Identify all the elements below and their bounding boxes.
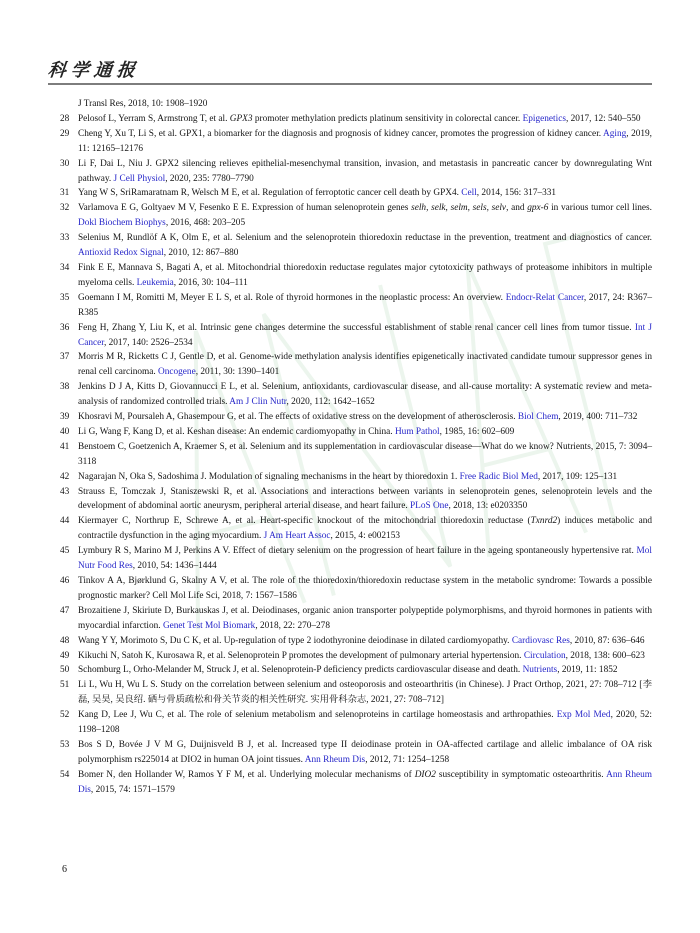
- reference-text: Tinkov A A, Bjørklund G, Skalny A V, et al. The role of the thioredoxin/thioredoxin reductase system in the metabolic syndrome: Towards a possible prognostic marker? Cell Mol Life Sci, 2018, 7: 1567–1586: [78, 576, 652, 601]
- reference-item: [60, 201, 652, 231]
- reference-item: [60, 574, 652, 604]
- journal-link[interactable]: Dokl Biochem Biophys: [78, 218, 166, 229]
- reference-number: 47: [60, 605, 70, 616]
- journal-link[interactable]: Antioxid Redox Signal: [78, 248, 164, 259]
- reference-text: Wang Y Y, Morimoto S, Du C K, et al. Up-regulation of type 2 iodothyronine deiodinase in dilated cardiomyopathy.: [78, 635, 512, 646]
- reference-number: 31: [60, 188, 70, 199]
- reference-text: Goemann I M, Romitti M, Meyer E L S, et al. Role of thyroid hormones in the neoplastic process: An overview.: [78, 292, 506, 303]
- reference-number: 28: [60, 113, 70, 124]
- journal-link[interactable]: Am J Clin Nutr: [229, 397, 287, 408]
- reference-number: 41: [60, 441, 70, 452]
- journal-link[interactable]: Ann Rheum Dis: [78, 769, 652, 795]
- journal-link[interactable]: Hum Pathol: [394, 426, 440, 437]
- reference-number: 48: [60, 635, 70, 646]
- reference-text: , 2015, 74: 1571–1579: [90, 784, 175, 795]
- reference-number: 51: [60, 680, 70, 691]
- reference-text: , 2010, 54: 1436–1444: [132, 561, 217, 572]
- reference-text: Kang D, Lee J, Wu C, et al. The role of selenium metabolism and selenoproteins in cartilage homeostasis and arthropathies.: [78, 710, 557, 721]
- reference-item: [60, 514, 652, 544]
- journal-link[interactable]: Cell: [461, 188, 477, 199]
- reference-text: Li G, Wang F, Kang D, et al. Keshan disease: An endemic cardiomyopathy in China.: [78, 426, 395, 437]
- reference-number: 35: [60, 292, 70, 303]
- reference-text: Varlamova E G, Goltyaev M V, Fesenko E E. Expression of human selenoprotein genes: [78, 203, 412, 214]
- reference-text: , 2017, 12: 540–550: [565, 113, 641, 124]
- reference-list: [60, 112, 652, 798]
- gene-name-italic: gpx-6: [527, 203, 549, 214]
- reference-item: [60, 663, 652, 678]
- reference-item: [60, 649, 652, 664]
- reference-text: , 2010, 12: 867–880: [163, 248, 239, 259]
- journal-link[interactable]: Circulation: [523, 650, 566, 661]
- reference-text: in various tumor cell lines.: [548, 203, 652, 214]
- reference-item: [60, 186, 652, 201]
- reference-item: [60, 604, 652, 634]
- journal-link[interactable]: Endocr-Relat Cancer: [505, 292, 584, 303]
- gene-name-italic: GPX3: [229, 113, 253, 124]
- reference-item: [60, 231, 652, 261]
- reference-item: [60, 634, 652, 649]
- journal-link[interactable]: PLoS One: [409, 501, 449, 512]
- journal-link[interactable]: Leukemia: [136, 277, 174, 288]
- journal-link[interactable]: J Am Heart Assoc: [263, 531, 331, 542]
- reference-number: 32: [60, 203, 70, 214]
- reference-item: [60, 738, 652, 768]
- header-rule: [48, 83, 652, 85]
- reference-text: Bos S D, Bovée J V M G, Duijnisveld B J, et al. Increased type II deiodinase protein in OA-affected cartilage and allelic imbalance of OA risk polymorphism rs225014 at DIO2 in human OA joint tissues.: [78, 739, 652, 765]
- references-section: [60, 97, 652, 798]
- reference-text: promoter methylation predicts platinum sensitivity in colorectal cancer.: [252, 113, 523, 124]
- reference-number: 44: [60, 516, 70, 527]
- reference-number: 38: [60, 382, 70, 393]
- journal-link[interactable]: Free Radic Biol Med: [459, 471, 538, 482]
- journal-link[interactable]: Nutrients: [522, 665, 558, 676]
- reference-number: 46: [60, 576, 70, 586]
- reference-text: , 2019, 11: 1852: [557, 665, 618, 676]
- reference-item: [60, 440, 652, 470]
- reference-text: , 2016, 30: 104–111: [173, 277, 248, 288]
- reference-text: , 2011, 30: 1390–1401: [195, 367, 280, 378]
- reference-text: , 2012, 71: 1254–1258: [365, 754, 450, 765]
- reference-item: [60, 291, 652, 321]
- reference-text: Pelosof L, Yerram S, Armstrong T, et al.: [78, 113, 230, 124]
- reference-number: 52: [60, 710, 70, 721]
- reference-number: 40: [60, 426, 70, 437]
- reference-text: Li F, Dai L, Niu J. GPX2 silencing relieves epithelial-mesenchymal transition, invasion, and metastasis in pancreatic cancer by downregulating Wnt pathway.: [78, 158, 652, 184]
- reference-text: , 2014, 156: 317–331: [476, 188, 557, 199]
- reference-text: , and: [506, 203, 528, 214]
- reference-number: 50: [60, 665, 70, 676]
- reference-item: [60, 768, 652, 798]
- reference-text: Schomburg L, Orho-Melander M, Struck J, et al. Selenoprotein-P deficiency predicts cardiovascular disease and death.: [78, 665, 523, 676]
- reference-text: Cheng Y, Xu T, Li S, et al. GPX1, a biomarker for the diagnosis and prognosis of kidney cancer, promotes the progression of kidney cancer.: [78, 128, 604, 139]
- reference-number: 29: [60, 128, 70, 139]
- reference-item: [60, 350, 652, 380]
- reference-text: Jenkins D J A, Kitts D, Giovannucci E L, et al. Selenium, antioxidants, cardiovascular disease, and all-cause mortality: A systematic review and meta-analysis of randomized controlled trials.: [78, 382, 652, 408]
- reference-text: , 2019, 400: 711–732: [558, 412, 638, 423]
- reference-item: [60, 321, 652, 351]
- reference-item: [60, 678, 652, 708]
- reference-number: 39: [60, 412, 70, 423]
- reference-text: Yang W S, SriRamaratnam R, Welsch M E, et al. Regulation of ferroptotic cancer cell death by GPX4.: [78, 188, 462, 199]
- reference-item: [60, 544, 652, 574]
- journal-link[interactable]: Cardiovasc Res: [511, 635, 570, 646]
- journal-link[interactable]: Mol Nutr Food Res: [78, 546, 652, 572]
- journal-link[interactable]: Exp Mol Med: [556, 710, 611, 721]
- reference-number: 42: [60, 471, 70, 482]
- reference-text: Benstoem C, Goetzenich A, Kraemer S, et al. Selenium and its supplementation in cardiovascular disease—What do we know? Nutrients, 2015, 7: 3094–3118: [78, 441, 652, 467]
- reference-text: Kiermayer C, Northrup E, Schrewe A, et al. Heart-specific knockout of the mitochondrial thioredoxin reductase (: [78, 516, 531, 527]
- reference-text: Brozaitiene J, Skiriute D, Burkauskas J, et al. Deiodinases, organic anion transporter polypeptide polymorphisms, and thyroid hormones in patients with myocardial infarction.: [78, 605, 652, 631]
- gene-name-italic: selh, selk, selm, sels, selv: [411, 203, 507, 214]
- page-number: 6: [62, 864, 67, 875]
- reference-text: susceptibility in symptomatic osteoarthritis.: [435, 769, 607, 780]
- reference-number: 30: [60, 158, 70, 169]
- reference-text: , 2017, 24: R367–R385: [78, 292, 653, 318]
- reference-text: , 1985, 16: 602–609: [439, 426, 515, 437]
- reference-text: Kikuchi N, Satoh K, Kurosawa R, et al. Selenoprotein P promotes the development of pulmonary arterial hypertension.: [78, 650, 524, 661]
- reference-item: [60, 261, 652, 291]
- journal-link[interactable]: Int J Cancer: [78, 322, 652, 348]
- reference-text: , 2020, 235: 7780–7790: [165, 173, 254, 184]
- reference-text: , 2020, 52: 1198–1208: [78, 710, 652, 736]
- reference-text: Strauss E, Tomczak J, Staniszewski R, et al. Associations and interactions between variants in selenoprotein genes, selenoprotein levels and the development of abdominal aortic aneurysm, peripheral arterial disease, and heart failure.: [78, 486, 652, 512]
- reference-number: 54: [60, 769, 70, 780]
- reference-item: [60, 410, 652, 425]
- reference-text: Morris M R, Ricketts C J, Gentle D, et al. Genome-wide methylation analysis identifies epigenetically inactivated candidate tumour suppressor genes in renal cell carcinoma.: [78, 352, 652, 378]
- reference-item: [60, 425, 652, 440]
- reference-item: [60, 470, 652, 485]
- reference-text: , 2018, 13: e0203350: [448, 501, 528, 512]
- reference-number: 36: [60, 322, 70, 333]
- reference-item: [60, 157, 652, 187]
- reference-text: , 2017, 140: 2526–2534: [103, 337, 193, 348]
- reference-text: Li L, Wu H, Wu L S. Study on the correlation between selenium and osteoporosis and osteoarthritis (in Chinese). J Pract Orthop, 2021, 27: 708–712 [李磊, 吴昊, 吴良绍. 硒与骨质疏松和骨关节炎的相关性研究. 实用骨科杂志, 2021, 27: 708–712]: [78, 680, 652, 706]
- reference-text: Khosravi M, Poursaleh A, Ghasempour G, et al. The effects of oxidative stress on the development of atherosclerosis.: [78, 412, 518, 423]
- reference-text: Nagarajan N, Oka S, Sadoshima J. Modulation of signaling mechanisms in the heart by thioredoxin 1.: [78, 471, 460, 482]
- reference-number: 37: [60, 352, 70, 363]
- reference-text: Feng H, Zhang Y, Liu K, et al. Intrinsic gene changes determine the successful establishment of stable renal cancer cell lines from tumor tissue.: [78, 322, 635, 333]
- reference-text: Selenius M, Rundlöf A K, Olm E, et al. Selenium and the selenoprotein thioredoxin reductase in the prevention, treatment and diagnostics of cancer.: [78, 233, 652, 244]
- journal-link[interactable]: Oncogene: [158, 367, 196, 378]
- reference-text: Fink E E, Mannava S, Bagati A, et al. Mitochondrial thioredoxin reductase regulates major cytotoxicity pathways of proteasome inhibitors in multiple myeloma cells.: [78, 262, 652, 288]
- reference-text: Bomer N, den Hollander W, Ramos Y F M, et al. Underlying molecular mechanisms of: [78, 769, 415, 780]
- reference-text: , 2018, 22: 270–278: [255, 620, 330, 631]
- reference-text: , 2020, 112: 1642–1652: [286, 397, 375, 408]
- reference-text: , 2019, 11: 12165–12176: [78, 128, 652, 154]
- reference-text: , 2015, 4: e002153: [330, 531, 400, 542]
- reference-number: 53: [60, 739, 70, 750]
- reference-text: , 2010, 87: 636–646: [569, 635, 645, 646]
- reference-number: 34: [60, 262, 70, 273]
- reference-number: 45: [60, 546, 70, 557]
- reference-item: [60, 708, 652, 738]
- reference-text: Lymbury R S, Marino M J, Perkins A V. Effect of dietary selenium on the progression of heart failure in the ageing spontaneously hypertensive rat.: [78, 546, 637, 557]
- journal-link[interactable]: J Cell Physiol: [113, 173, 166, 184]
- reference-carryover-line: J Transl Res, 2018, 10: 1908–1920: [78, 99, 208, 109]
- gene-name-italic: DIO2: [414, 769, 436, 780]
- reference-text: , 2017, 109: 125–131: [537, 471, 618, 482]
- journal-logo: 科学通报: [46, 60, 141, 80]
- reference-text: , 2016, 468: 203–205: [165, 218, 246, 229]
- gene-name-italic: Txnrd2: [530, 516, 558, 527]
- journal-link[interactable]: Epigenetics: [522, 113, 566, 124]
- reference-item: [60, 485, 652, 515]
- journal-link[interactable]: Biol Chem: [517, 412, 559, 423]
- reference-item: [60, 127, 652, 157]
- reference-number: 43: [60, 486, 70, 497]
- reference-item: [60, 112, 652, 127]
- reference-number: 33: [60, 233, 70, 244]
- reference-number: 49: [60, 650, 70, 661]
- journal-link[interactable]: Genet Test Mol Biomark: [162, 620, 256, 631]
- journal-link[interactable]: Ann Rheum Dis: [304, 754, 366, 765]
- journal-link[interactable]: Aging: [603, 128, 627, 139]
- reference-item: [60, 380, 652, 410]
- reference-text: ) induces metabolic and contractile dysfunction in the aging myocardium.: [78, 516, 652, 542]
- reference-text: , 2018, 138: 600–623: [565, 650, 645, 661]
